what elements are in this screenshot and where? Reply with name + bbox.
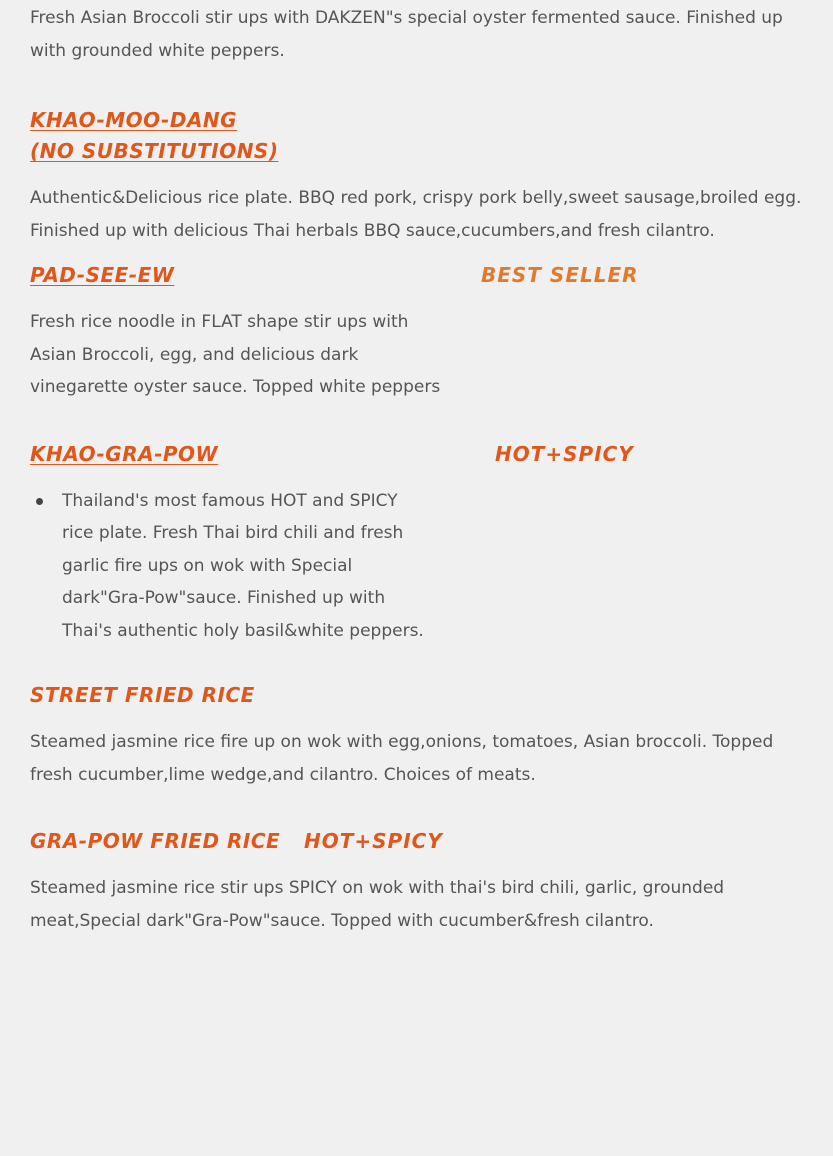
desc-line: dark"Gra-Pow"sauce. Finished up with [62, 588, 386, 608]
menu-item-pad-see-ew [30, 260, 805, 404]
item-title [30, 105, 805, 167]
desc-line: Thai's authentic holy basil&white peppers. [62, 620, 424, 641]
item-header-row [30, 260, 805, 291]
item-header-row [30, 826, 805, 857]
hot-spicy-tag: HOT+SPICY [495, 441, 634, 466]
item-header-row [30, 439, 805, 470]
item-description [30, 306, 805, 404]
best-seller-tag: BEST SELLER [481, 263, 639, 287]
intro-description: Fresh Asian Broccoli stir ups with DAKZEN"s special oyster fermented sauce. Finished up with grounded white peppers. [30, 8, 783, 61]
menu-item-street-fried-rice [30, 680, 805, 791]
hot-spicy-tag: HOT+SPICY [304, 829, 443, 853]
item-title: KHAO-GRA-POW [30, 441, 219, 466]
item-title: STREET FRIED RICE [30, 683, 255, 707]
item-description-list [30, 485, 805, 648]
item-description: Authentic&Delicious rice plate. BBQ red pork, crispy pork belly,sweet sausage,broiled egg. Finished up with delicious Thai herbals BBQ sauce,cucumbers,and fresh cilantro. [30, 188, 802, 241]
menu-item-khao-gra-pow [30, 439, 805, 648]
item-title-line1: KHAO-MOO-DANG [30, 108, 238, 132]
desc-line: rice plate. Fresh Thai bird chili and fresh [62, 523, 404, 543]
menu-content [30, 0, 805, 937]
menu-item-gra-pow-fried-rice [30, 826, 805, 937]
item-title: PAD-SEE-EW [30, 263, 175, 287]
desc-line: Asian Broccoli, egg, and delicious dark [30, 344, 359, 365]
desc-line: Thailand's most famous HOT and SPICY [62, 490, 398, 511]
desc-line: Fresh rice noodle in FLAT shape stir ups with [30, 312, 409, 332]
list-item [62, 485, 805, 648]
menu-item-khao-moo-dang [30, 105, 805, 247]
item-description: Steamed jasmine rice fire up on wok with egg,onions, tomatoes, Asian broccoli. Topped fresh cucumber,lime wedge,and cilantro. Choices of meats. [30, 732, 774, 785]
item-description: Steamed jasmine rice stir ups SPICY on wok with thai's bird chili, garlic, grounded meat,Special dark"Gra-Pow"sauce. Topped with cucumber&fresh cilantro. [30, 878, 725, 931]
item-title: GRA-POW FRIED RICE [30, 829, 281, 853]
item-title-line2: (NO SUBSTITUTIONS) [30, 139, 279, 163]
desc-line: vinegarette oyster sauce. Topped white peppers [30, 377, 441, 397]
desc-line: garlic fire ups on wok with Special [62, 555, 353, 576]
bullet-icon [36, 498, 43, 505]
